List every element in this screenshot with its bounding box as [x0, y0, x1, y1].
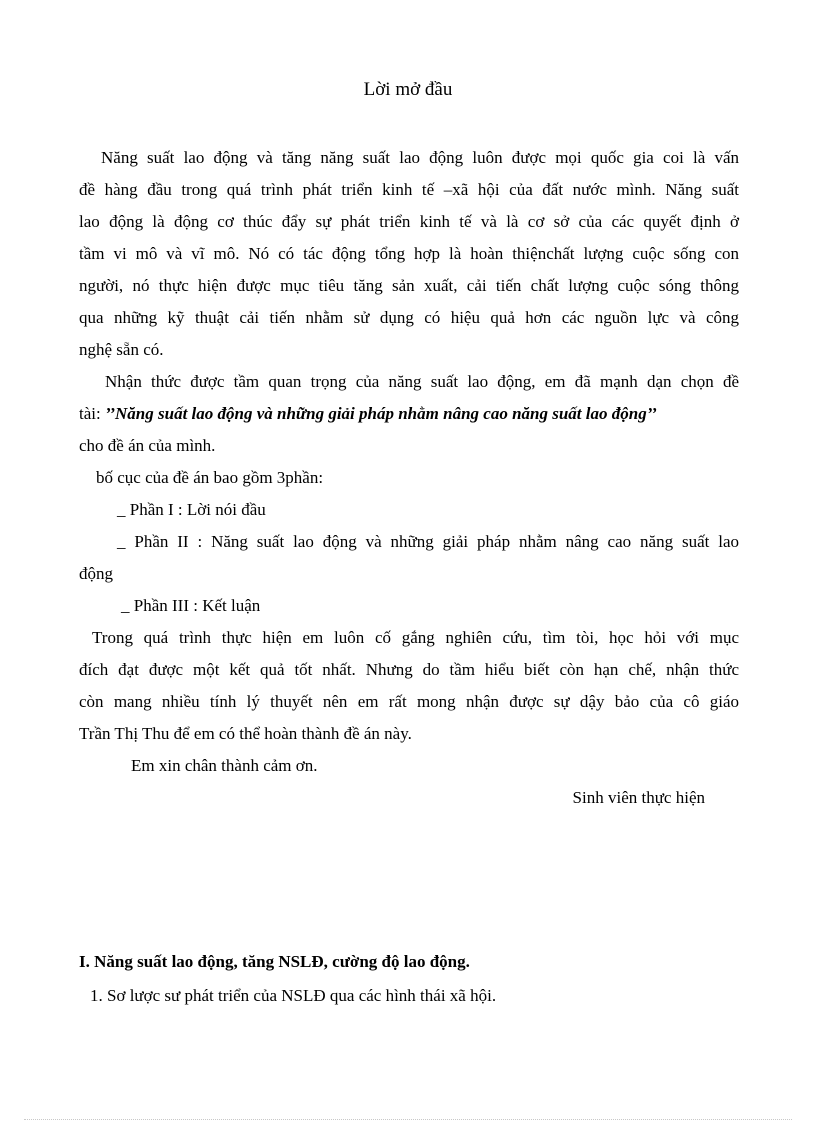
layout-intro: bố cục của đề án bao gồm 3phần: [96, 468, 324, 487]
intro-p1-line5: người, nó thực hiện được mục tiêu tăng sản xuất, cải tiến chất lượng cuộc sóng thông [79, 276, 739, 295]
intro-p1-line7: nghệ sẵn có. [79, 340, 164, 359]
page-bottom-rule [24, 1119, 792, 1120]
section-1-item-1: 1. Sơ lược sư phát triển của NSLĐ qua các hình thái xã hội. [90, 986, 497, 1005]
topic-title: ’’Năng suất lao động và những giải pháp nhằm nâng cao năng suất lao động’’ [104, 404, 657, 423]
intro-p1-line2: đề hàng đầu trong quá trình phát triển kinh tế –xã hội của đất nước mình. Năng suất [79, 180, 739, 199]
section-1-heading: I. Năng suất lao động, tăng NSLĐ, cường độ lao động. [79, 952, 470, 971]
signature-line: Sinh viên thực hiện [572, 788, 705, 807]
page-title: Lời mở đầu [363, 79, 453, 100]
intro-p4-line4: Trần Thị Thu để em có thể hoàn thành đề án này. [79, 724, 412, 743]
intro-p1-line4: tầm vi mô và vĩ mô. Nó có tác động tổng hợp là hoàn thiệnchất lượng cuộc sống con [79, 244, 739, 263]
intro-p2-line1: Nhận thức được tầm quan trọng của năng suất lao động, em đã mạnh dạn chọn đề [105, 372, 739, 391]
part-2-line1: _ Phần II : Năng suất lao động và những giải pháp nhằm nâng cao năng suất lao [117, 532, 739, 551]
part-1: _ Phần I : Lời nói đầu [117, 500, 266, 519]
intro-p1-line6: qua những kỹ thuật cải tiến nhằm sử dụng có hiệu quả hơn các nguồn lực và công [79, 308, 739, 327]
intro-p2-line2 [79, 398, 739, 430]
intro-body [79, 142, 739, 814]
intro-p4-line2: đích đạt được một kết quả tốt nhất. Nhưng do tầm hiểu biết còn hạn chế, nhận thức [79, 660, 739, 679]
intro-p1-line3: lao động là động cơ thúc đẩy sự phát triển kinh tế và là cơ sở của các quyết định ở [79, 212, 739, 231]
thanks-line: Em xin chân thành cảm ơn. [131, 756, 318, 775]
intro-p4-line3: còn mang nhiều tính lý thuyết nên em rất mong nhận được sự dậy bảo của cô giáo [79, 692, 739, 711]
intro-p1-line1: Năng suất lao động và tăng năng suất lao động luôn được mọi quốc gia coi là vấn [101, 148, 739, 167]
part-2-line2: động [79, 564, 113, 583]
part-3: _ Phần III : Kết luận [121, 596, 261, 615]
topic-prefix: tài: [79, 404, 105, 423]
intro-p2-line3: cho đề án của mình. [79, 436, 216, 455]
intro-p4-line1: Trong quá trình thực hiện em luôn cố gắng nghiên cứu, tìm tòi, học hỏi với mục [92, 628, 739, 647]
